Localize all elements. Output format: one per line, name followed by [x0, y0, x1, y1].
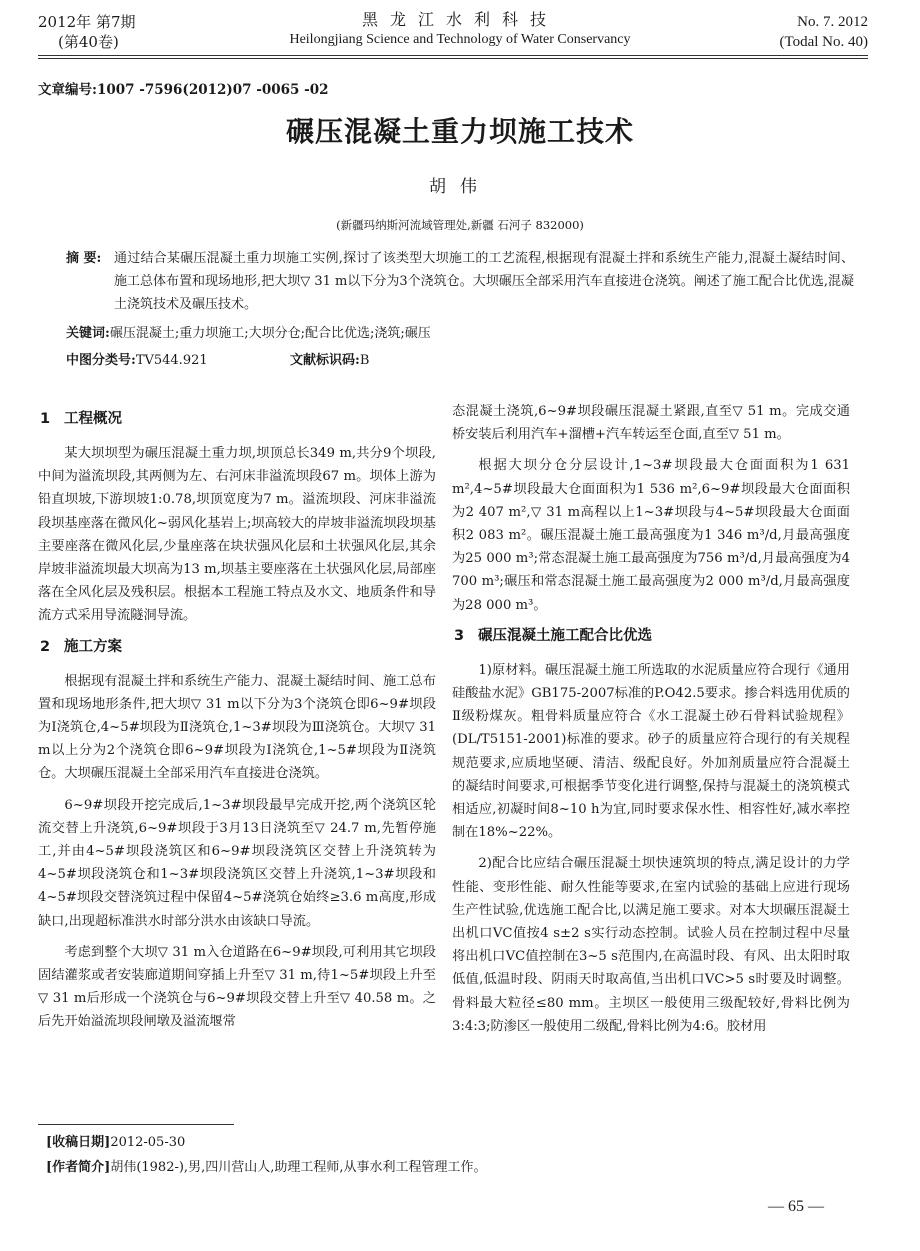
abstract-text: 通过结合某碾压混凝土重力坝施工实例,探讨了该类型大坝施工的工艺流程,根据现有混凝土拌和系统生产能力,混凝土凝结时间、施工总体布置和现场地形,把大坝▽ 31 m以下分为3个浇筑仓。大坝碾压全部采用汽车直接进仓浇筑。阐述了施工配合比优选,混凝土浇筑技术及碾压技术。	[114, 251, 854, 312]
section-number: 3	[454, 627, 465, 644]
header-rule-thick	[38, 55, 868, 56]
journal-name-cn: 黑龙江水利科技	[361, 10, 558, 29]
page-number: — 65 —	[768, 1198, 824, 1215]
paragraph: 6~9#坝段开挖完成后,1~3#坝段最早完成开挖,两个浇筑区轮流交替上升浇筑,6~9#坝段于3月13日浇筑至▽ 24.7 m,先暂停施工,并由4~5#坝段浇筑区和6~9#坝段浇筑区交替上升浇筑转为4~5#坝段浇筑仓和1~3#坝段浇筑区交替上升浇筑,1~3#坝段和4~5#坝段交替浇筑过程中保留4~5#浇筑仓始终≥3.6 m高度,形成缺口,出现超标准洪水时部分洪水由该缺口导流。	[38, 797, 436, 929]
keywords-label: 关键词:	[66, 326, 110, 341]
document-code	[290, 349, 369, 368]
footnote-received	[46, 1131, 185, 1150]
header-journal	[220, 10, 700, 50]
paragraph: 根据大坝分仓分层设计,1~3#坝段最大仓面面积为1 631 m²,4~5#坝段最大仓面面积为1 536 m²,6~9#坝段最大仓面面积为2 407 m²,▽ 31 m高程以上1~3#坝段与4~5#坝段最大仓面面积2 083 m²。碾压混凝土施工最高强度为1 346 m³/d,月最高强度为25 000 m³;常态混凝土施工最高强度为756 m³/d,月最高强度为4 700 m³;碾压和常态混凝土施工最高强度为2 000 m³/d,月最高强度为28 000 m³。	[452, 458, 850, 613]
paragraph: 2)配合比应结合碾压混凝土坝快速筑坝的特点,满足设计的力学性能、变形性能、耐久性能等要求,在室内试验的基础上应进行现场生产性试验,优选施工配合比,以满足施工要求。对本大坝碾压混凝土出机口VC值按4 s±2 s实行动态控制。试验人员在控制过程中尽量将出机口VC值控制在3~5 s范围内,在高温时段、有风、出太阳时取低值,低温时段、阴雨天时取高值,当出机口VC>5 s时要及时调整。骨料最大粒径≤80 mm。主坝区一般使用三级配较好,骨料比例为3:4:3;防渗区一般使用二级配,骨料比例为4:6。胶材用	[452, 856, 850, 1034]
paragraph: 根据现有混凝土拌和系统生产能力、混凝土凝结时间、施工总布置和现场地形条件,把大坝▽ 31 m以下分为3个浇筑仓即6~9#坝段为Ⅰ浇筑仓,4~5#坝段为Ⅱ浇筑仓,1~3#坝段为Ⅲ浇筑仓。大坝▽ 31 m以上分为2个浇筑仓即6~9#坝段为Ⅰ浇筑仓,1~5#坝段为Ⅱ浇筑仓。大坝碾压混凝土全部采用汽车直接进仓浇筑。	[38, 673, 436, 782]
section-number: 2	[40, 638, 51, 655]
paper-title: 碾压混凝土重力坝施工技术	[285, 115, 634, 148]
paragraph: 考虑到整个大坝▽ 31 m入仓道路在6~9#坝段,可利用其它坝段固结灌浆或者安装廊道期间穿插上升至▽ 31 m,待1~5#坝段上升至▽ 31 m后形成一个浇筑仓与6~9#坝段交替上升至▽ 40.58 m。之后先开始溢流坝段闸墩及溢流堰常	[38, 944, 436, 1030]
footnote-author-bio	[46, 1156, 486, 1175]
header-volume: (第40卷)	[58, 33, 119, 51]
author-bio-text: 胡伟(1982-),男,四川营山人,助理工程师,从事水利工程管理工作。	[110, 1160, 487, 1175]
header-year-issue: 2012年 第7期	[38, 13, 136, 31]
document-code-label: 文献标识码:	[290, 353, 360, 368]
author-affiliation: (新疆玛纳斯河流域管理处,新疆 石河子 832000)	[336, 218, 584, 232]
received-label: [收稿日期]	[46, 1135, 111, 1150]
section-number: 1	[40, 411, 51, 427]
classification	[66, 349, 208, 368]
author-bio-label: [作者简介]	[46, 1160, 111, 1175]
left-column	[38, 408, 436, 1042]
right-column	[452, 400, 850, 1046]
header-total-no: (Todal No. 40)	[779, 34, 868, 50]
abstract-label: 摘 要:	[66, 251, 102, 266]
keywords-text: 碾压混凝土;重力坝施工;大坝分仓;配合比优选;浇筑;碾压	[109, 326, 431, 341]
section-title: 工程概况	[64, 411, 122, 427]
section-heading-3	[452, 625, 850, 647]
header-issue-info	[38, 12, 136, 52]
received-date: 2012-05-30	[110, 1135, 186, 1150]
document-code-value: B	[359, 353, 370, 368]
section-heading-1	[38, 408, 436, 430]
article-number: 文章编号:1007 -7596(2012)07 -0065 -02	[38, 82, 329, 98]
paragraph-continued: 态混凝土浇筑,6~9#坝段碾压混凝土紧跟,直至▽ 51 m。完成交通桥安装后利用汽车+溜槽+汽车转运至仓面,直至▽ 51 m。	[452, 404, 850, 443]
paragraph: 某大坝坝型为碾压混凝土重力坝,坝顶总长349 m,共分9个坝段,中间为溢流坝段,其两侧为左、右河床非溢流坝段67 m。坝体上游为铅直坝坡,下游坝坡1:0.78,坝顶宽度为7 m。溢流坝段、河床非溢流段坝基座落在微风化~弱风化基岩上;坝高较大的岸坡非溢流坝段坝基主要座落在微风化层,少量座落在块状强风化层和土状强风化层,其余岸坡非溢流坝最大坝高为13 m,坝基主要座落在土状强风化层,局部座落在全风化层及残积层。根据本工程施工特点及水文、地质条件和导流方式采用导流隧洞导流。	[38, 446, 436, 624]
footnote-rule	[38, 1124, 234, 1125]
keywords	[66, 322, 854, 341]
header-no: No. 7. 2012	[797, 14, 868, 30]
author-name: 胡伟	[429, 177, 491, 197]
abstract	[66, 247, 854, 316]
header-rule-thin	[38, 58, 868, 59]
section-title: 碾压混凝土施工配合比优选	[478, 627, 652, 644]
section-title: 施工方案	[64, 638, 122, 655]
paragraph: 1)原材料。碾压混凝土施工所选取的水泥质量应符合现行《通用硅酸盐水泥》GB175-2007标准的P.O42.5要求。掺合料选用优质的Ⅱ级粉煤灰。粗骨料质量应符合《水工混凝土砂石骨料试验规程》(DL/T5151-2001)标准的要求。砂子的质量应符合现行的有关规程规范要求,应质地坚硬、清洁、级配良好。外加剂质量应符合混凝土的凝结时间要求,可根据季节变化进行调整,保持与混凝土的浇筑模式相适应,初凝时间8~10 h为宜,同时要求保水性、相容性好,减水率控制在18%~22%。	[452, 662, 850, 841]
section-heading-2	[38, 636, 436, 658]
classification-label: 中图分类号:	[66, 353, 136, 368]
header-issue-no	[779, 12, 868, 52]
journal-name-en: Heilongjiang Science and Technology of Water Conservancy	[289, 32, 631, 47]
classification-code: TV544.921	[135, 353, 208, 368]
